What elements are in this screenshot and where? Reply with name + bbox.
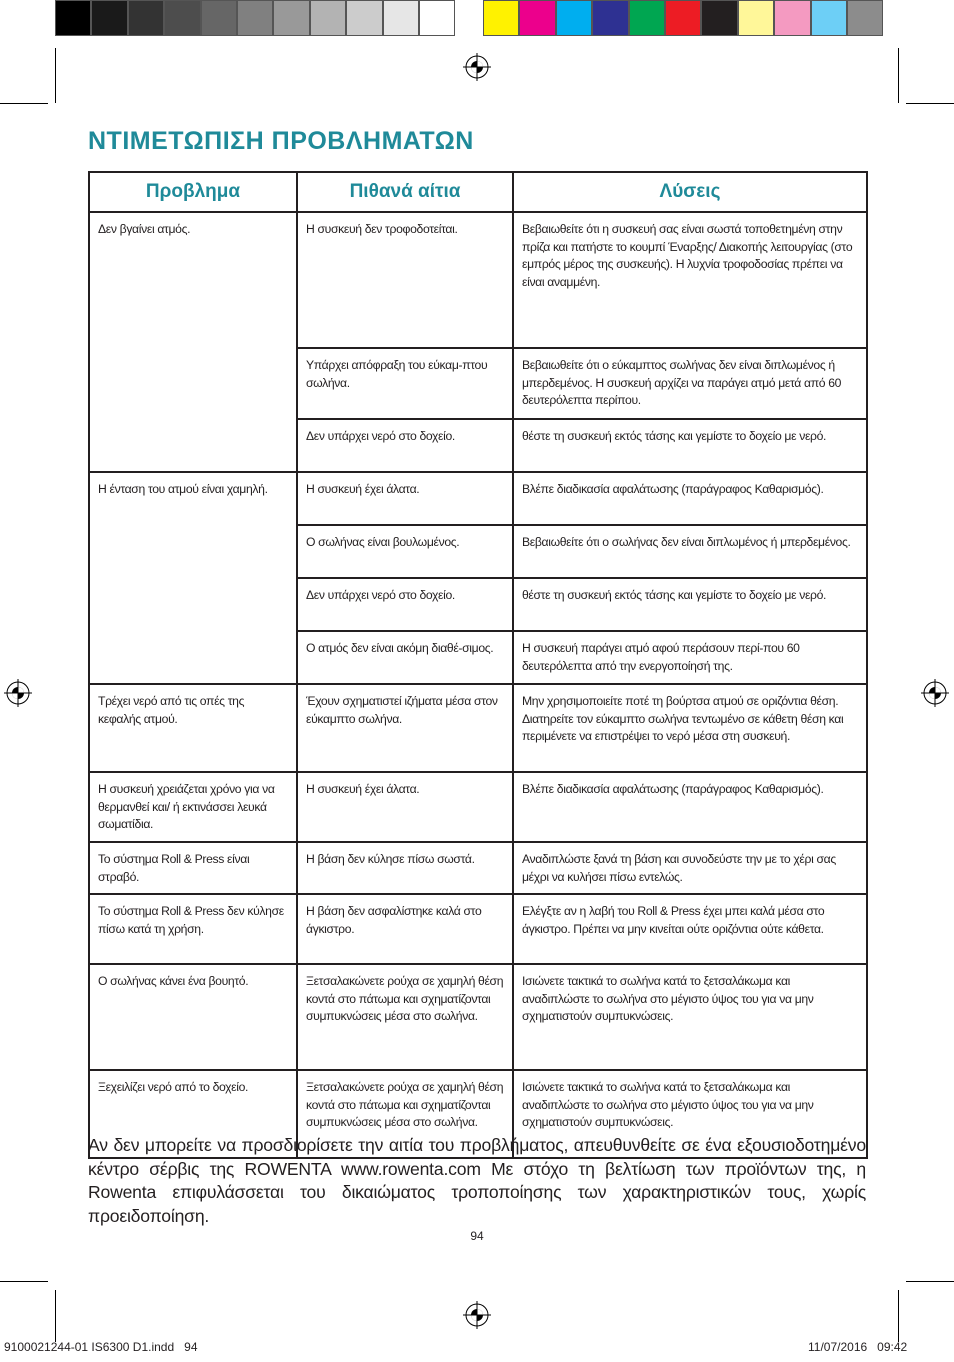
- cause-cell: [297, 964, 513, 1070]
- cause-cell: [297, 631, 513, 684]
- cause-cell: [297, 578, 513, 631]
- solution-cell: [513, 472, 867, 525]
- gray-swatch: [55, 0, 91, 36]
- registration-mark-icon: [921, 679, 949, 707]
- problem-cell: [89, 964, 297, 1070]
- problem-text: Τρέχει νερό από τις οπές της κεφαλής ατμού.: [98, 694, 245, 726]
- gray-swatch: [91, 0, 127, 36]
- crop-mark: [898, 48, 899, 103]
- problem-text: Το σύστημα Roll & Press δεν κύλησε πίσω κατά τη χρήση.: [98, 904, 284, 936]
- solution-text: Βεβαιωθείτε ότι ο σωλήνας δεν είναι διπλωμένος ή μπερδεμένος.: [522, 535, 851, 549]
- cause-text: Υπάρχει απόφραξη του εύκαμ-πτου σωλήνα.: [306, 358, 488, 390]
- solution-text: θέστε τη συσκευή εκτός τάσης και γεμίστε το δοχείο με νερό.: [522, 588, 827, 602]
- solution-text: Ισιώνετε τακτικά το σωλήνα κατά το ξετσαλάκωμα και αναδιπλώστε το σωλήνα στο μέγιστο ύψος του για να μην σχηματιστούν συμπυκνώσεις.: [522, 1080, 814, 1130]
- color-swatch: [811, 0, 847, 36]
- solution-text: Ισιώνετε τακτικά το σωλήνα κατά το ξετσαλάκωμα και αναδιπλώστε το σωλήνα στο μέγιστο ύψος του για να μην σχηματιστούν συμπυκνώσεις.: [522, 974, 814, 1024]
- solution-text: Αναδιπλώστε ξανά τη βάση και συνοδεύστε την με το χέρι σας μέχρι να κυλήσει πίσω εντελώς.: [522, 852, 836, 884]
- solution-text: Βλέπε διαδικασία αφαλάτωσης (παράγραφος Καθαρισμός).: [522, 782, 824, 796]
- solution-cell: [513, 684, 867, 772]
- cause-cell: [297, 684, 513, 772]
- crop-mark: [55, 48, 56, 103]
- cause-cell: [297, 348, 513, 419]
- gray-swatch: [310, 0, 346, 36]
- problem-cell: [89, 212, 297, 472]
- cause-cell: [297, 772, 513, 842]
- problem-cell: [89, 472, 297, 684]
- gray-swatch: [383, 0, 419, 36]
- solution-text: Μην χρησιμοποιείτε ποτέ τη βούρτσα ατμού σε οριζόντια θέση. Διατηρείτε τον εύκαμπτο σωλήνα τεντωμένο σε κάθετη θέση και περιμένετε να επιστρέψει το νερό μέσα στη συσκευή.: [522, 694, 844, 744]
- file-slug: 9100021244-01 IS6300 D1.indd 94: [4, 1340, 198, 1354]
- header-solutions: Λύσεις: [513, 172, 867, 212]
- solution-cell: [513, 964, 867, 1070]
- cause-text: Δεν υπάρχει νερό στο δοχείο.: [306, 429, 455, 443]
- cause-text: Η βάση δεν κύλησε πίσω σωστά.: [306, 852, 475, 866]
- gray-swatch: [201, 0, 237, 36]
- color-swatch: [774, 0, 810, 36]
- solution-cell: [513, 631, 867, 684]
- table-row: [89, 842, 867, 894]
- header-causes: Πιθανά αίτια: [297, 172, 513, 212]
- page-number: 94: [470, 1229, 484, 1243]
- registration-mark-icon: [463, 1301, 491, 1329]
- problem-cell: [89, 772, 297, 842]
- table-header-row: [89, 172, 867, 212]
- cause-cell: [297, 472, 513, 525]
- problem-text: Ξεχειλίζει νερό από το δοχείο.: [98, 1080, 249, 1094]
- solution-cell: [513, 419, 867, 472]
- solution-text: Ελέγξτε αν η λαβή του Roll & Press έχει μπει καλά μέσα στο άγκιστρο. Πρέπει να μην κινείται ούτε οριζόντια ούτε κάθετα.: [522, 904, 825, 936]
- color-swatch: [519, 0, 555, 36]
- crop-mark: [55, 1290, 56, 1342]
- solution-cell: [513, 212, 867, 348]
- color-swatch: [665, 0, 701, 36]
- registration-mark-icon: [4, 679, 32, 707]
- color-swatch: [847, 0, 883, 36]
- registration-mark-icon: [463, 53, 491, 81]
- color-swatch: [592, 0, 628, 36]
- solution-text: Η συσκευή παράγει ατμό αφού περάσουν περί-που 60 δευτερόλεπτα από την ενεργοποίησή της.: [522, 641, 800, 673]
- table-row: [89, 472, 867, 525]
- problem-text: Ο σωλήνας κάνει ένα βουητό.: [98, 974, 249, 988]
- cause-text: Ο ατμός δεν είναι ακόμη διαθέ-σιμος.: [306, 641, 494, 655]
- color-swatch: [483, 0, 519, 36]
- table-row: [89, 684, 867, 772]
- gray-swatch: [237, 0, 273, 36]
- header-problem: Προβλημα: [89, 172, 297, 212]
- crop-mark: [0, 103, 48, 104]
- gray-swatch: [164, 0, 200, 36]
- cause-text: Η συσκευή έχει άλατα.: [306, 782, 420, 796]
- solution-text: θέστε τη συσκευή εκτός τάσης και γεμίστε το δοχείο με νερό.: [522, 429, 827, 443]
- problem-cell: [89, 684, 297, 772]
- gray-swatch: [419, 0, 455, 36]
- problem-text: Το σύστημα Roll & Press είναι στραβό.: [98, 852, 250, 884]
- crop-mark: [906, 103, 954, 104]
- cause-text: Η συσκευή δεν τροφοδοτείται.: [306, 222, 458, 236]
- cause-cell: [297, 419, 513, 472]
- cause-text: Η βάση δεν ασφαλίστηκε καλά στο άγκιστρο.: [306, 904, 482, 936]
- crop-mark: [898, 1290, 899, 1342]
- color-swatch: [556, 0, 592, 36]
- color-swatch: [629, 0, 665, 36]
- table-row: [89, 894, 867, 964]
- problem-text: Η ένταση του ατμού είναι χαμηλή.: [98, 482, 268, 496]
- cause-text: Δεν υπάρχει νερό στο δοχείο.: [306, 588, 455, 602]
- cause-text: Η συσκευή έχει άλατα.: [306, 482, 420, 496]
- table-row: [89, 212, 867, 348]
- solution-cell: [513, 525, 867, 578]
- solution-cell: [513, 772, 867, 842]
- problem-text: Η συσκευή χρειάζεται χρόνο για να θερμανθεί και/ ή εκτινάσσει λευκά σωματίδια.: [98, 782, 275, 832]
- problem-cell: [89, 842, 297, 894]
- solution-text: Βεβαιωθείτε ότι η συσκευή σας είναι σωστά τοποθετημένη στην πρίζα και πατήστε το κουμπί Έναρξης/ Διακοπής λειτουργίας (στο εμπρός μέρος της συσκευής). Η λυχνία τροφοδοσίας πρέπει να είναι αναμμένη.: [522, 222, 853, 289]
- color-swatch: [738, 0, 774, 36]
- cause-text: Ο σωλήνας είναι βουλωμένος.: [306, 535, 460, 549]
- troubleshooting-table: [88, 171, 868, 1159]
- cause-text: Έχουν σχηματιστεί ιζήματα μέσα στον εύκαμπτο σωλήνα.: [306, 694, 498, 726]
- color-swatch: [701, 0, 737, 36]
- color-swatch-bar: [483, 0, 883, 38]
- problem-cell: [89, 894, 297, 964]
- gray-swatch-bar: [55, 0, 455, 38]
- cause-cell: [297, 894, 513, 964]
- solution-text: Βλέπε διαδικασία αφαλάτωσης (παράγραφος Καθαρισμός).: [522, 482, 824, 496]
- footer-paragraph: Αν δεν μπορείτε να προσδιορίσετε την αιτία του προβλήματος, απευθυνθείτε σε ένα εξουσιοδοτημένο κέντρο σέρβις της ROWENTA www.rowenta.com Με στόχο τη βελτίωση των προϊόντων της, η Rowenta επιφυλάσσεται του δικαιώματος τροποποίησης των χαρακτηριστικών τους, χωρίς προειδοποίηση.: [88, 1135, 866, 1226]
- table-row: [89, 772, 867, 842]
- cause-cell: [297, 525, 513, 578]
- crop-mark: [0, 1281, 48, 1282]
- cause-cell: [297, 212, 513, 348]
- page-title: ΝΤΙΜΕΤΩΠΙΣΗ ΠΡΟΒΛΗΜΑΤΩΝ: [88, 127, 474, 155]
- problem-text: Δεν βγαίνει ατμός.: [98, 222, 191, 236]
- table-row: [89, 964, 867, 1070]
- gray-swatch: [128, 0, 164, 36]
- solution-cell: [513, 348, 867, 419]
- gray-swatch: [346, 0, 382, 36]
- cause-text: Ξετσαλακώνετε ρούχα σε χαμηλή θέση κοντά στο πάτωμα και σχηματίζονται συμπυκνώσεις μέσα στο σωλήνα.: [306, 1080, 504, 1130]
- cause-text: Ξετσαλακώνετε ρούχα σε χαμηλή θέση κοντά στο πάτωμα και σχηματίζονται συμπυκνώσεις μέσα στο σωλήνα.: [306, 974, 504, 1024]
- solution-cell: [513, 894, 867, 964]
- gray-swatch: [273, 0, 309, 36]
- date-slug: 11/07/2016 09:42: [808, 1340, 908, 1354]
- solution-cell: [513, 842, 867, 894]
- cause-cell: [297, 842, 513, 894]
- crop-mark: [906, 1281, 954, 1282]
- solution-text: Βεβαιωθείτε ότι ο εύκαμπτος σωλήνας δεν είναι διπλωμένος ή μπερδεμένος. Η συσκευή αρχίζει να παράγει ατμό μετά από 60 δευτερόλεπτα περίπου.: [522, 358, 842, 408]
- solution-cell: [513, 578, 867, 631]
